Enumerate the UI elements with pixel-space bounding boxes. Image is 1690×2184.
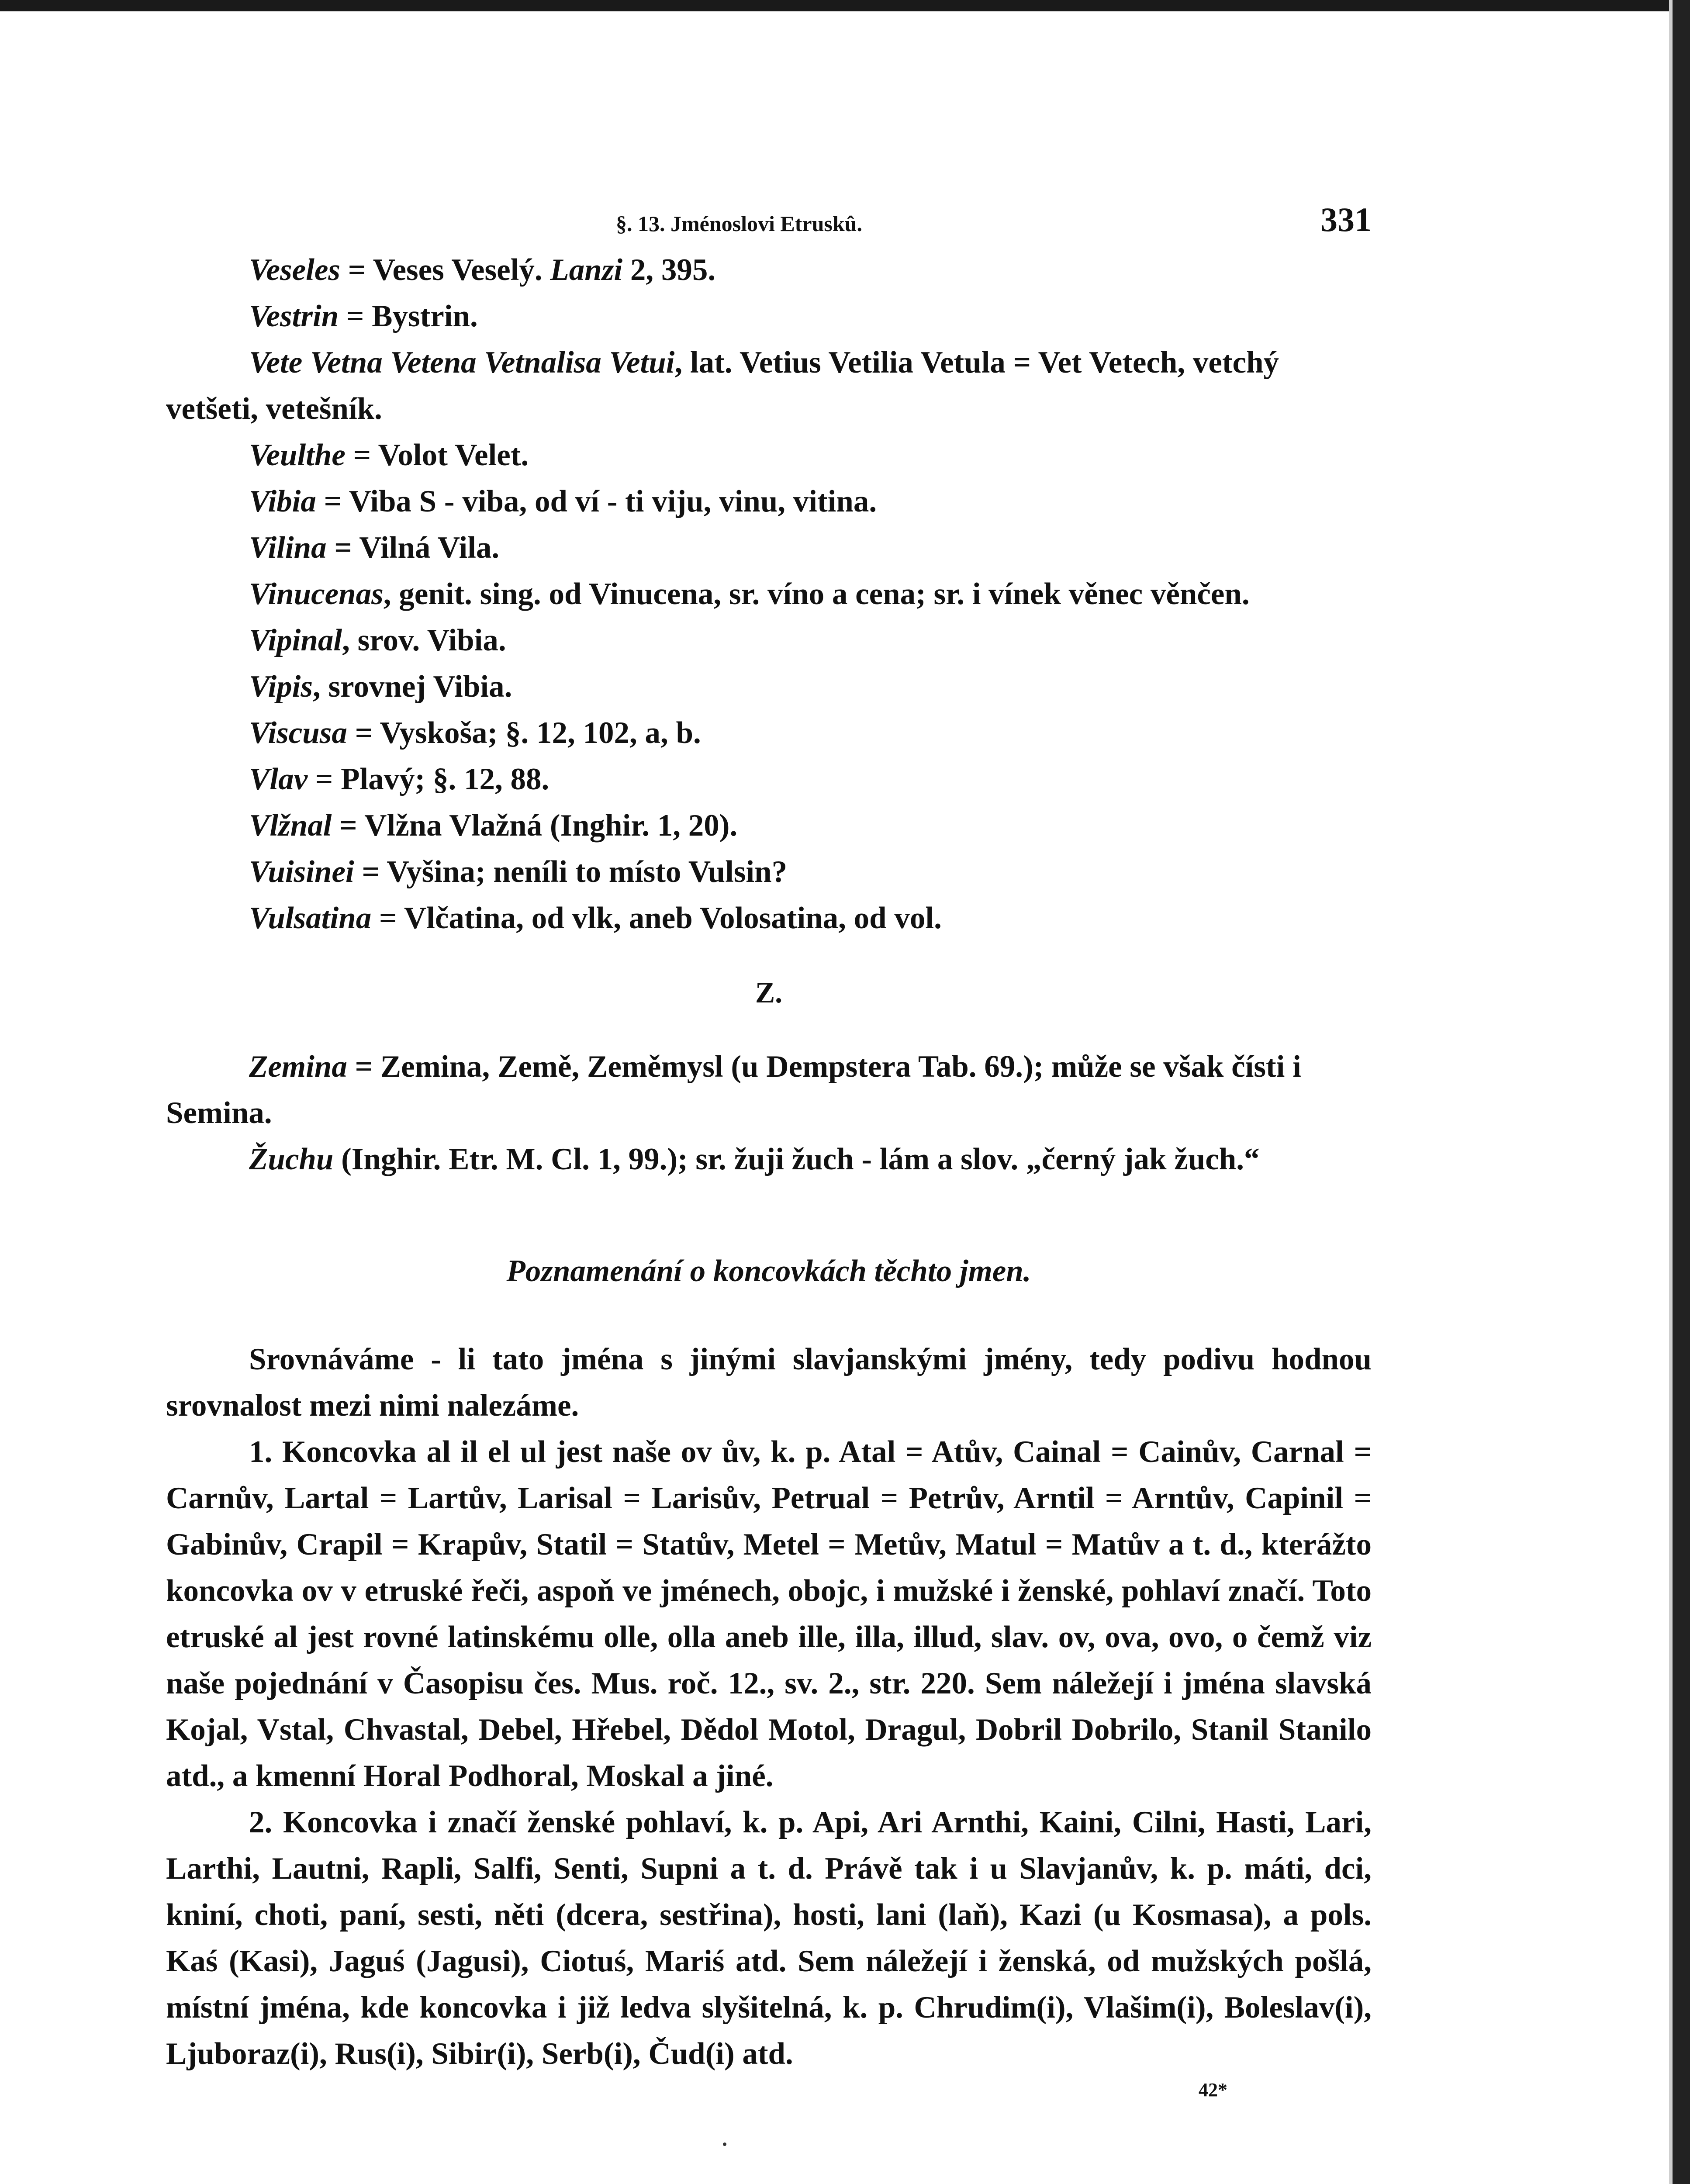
entry-term: Vete Vetna Vetena Vetnalisa Vetui: [249, 346, 675, 380]
paragraph-intro: Srovnáváme - li tato jména s jinými slavjanskými jmény, tedy podivu hodnou srovnalost mezi nimi nalezáme.: [166, 1342, 1372, 1423]
entry-vilina: [166, 525, 1372, 571]
entry-text: = Bystrin.: [339, 299, 478, 333]
entry-term-2: Lanzi: [550, 253, 623, 287]
entry-text: (Inghir. Etr. M. Cl. 1, 99.); sr. žuji žuch - lám a slov. „černý jak žuch.“: [333, 1142, 1260, 1176]
scan-edge-top: [0, 0, 1690, 11]
entry-term: Vipis: [249, 670, 313, 704]
entry-term: Vibia: [249, 484, 316, 518]
entry-veseles: [166, 247, 1372, 293]
entry-term: Vulsatina: [249, 901, 372, 935]
entry-text: = Vilná Vila.: [326, 531, 500, 565]
entry-term: Vlav: [249, 762, 308, 796]
page-number: 331: [1320, 200, 1372, 238]
scan-edge-shadow: [1669, 0, 1673, 2184]
paragraph-2: 2. Koncovka i značí ženské pohlaví, k. p. Api, Ari Arnthi, Kaini, Cilni, Hasti, Lari, Larthi, Lautni, Rapli, Salfi, Senti, Supni a t. d. Právě tak i u Slavjanův, k. p. máti, dci, kniní, choti, paní, sesti, něti (dcera, sestřina), hosti, lani (laň), Kazi (u Kosmasa), a pols. Kaś (Kasi), Jaguś (Jagusi), Ciotuś, Mariś atd. Sem náležejí i ženská, od mužských pošlá, místní jména, kde koncovka i již ledva slyšitelná, k. p. Chrudim(i), Vlašim(i), Boleslav(i), Ljuboraz(i), Rus(i), Sibir(i), Serb(i), Čud(i) atd.: [166, 1805, 1372, 2071]
entry-text: , srovnej Vibia.: [313, 670, 512, 704]
entry-zemina: [166, 1044, 1372, 1136]
entry-veulthe: [166, 432, 1372, 478]
entry-text: = Vyšina; neníli to místo Vulsin?: [354, 855, 788, 889]
entry-text: = Viba S - viba, od ví - ti viju, vinu, vitina.: [316, 484, 877, 518]
paragraph-1: 1. Koncovka al il el ul jest naše ov ův, k. p. Atal = Atův, Cainal = Cainův, Carnal = Carnův, Lartal = Lartův, Larisal = Larisův, Petrual = Petrův, Arntil = Arntův, Capinil = Gabinův, Crapil = Krapův, Statil = Statův, Metel = Metův, Matul = Matův a t. d., kterážto koncovka ov v etruské řeči, aspoň ve jménech, obojc, i mužské i ženské, pohlaví značí. Toto etruské al jest rovné latinskému olle, olla aneb ille, illa, illud, slav. ov, ova, ovo, o čemž viz naše pojednání v Časopisu čes. Mus. roč. 12., sv. 2., str. 220. Sem náležejí i jména slavská Kojal, Vstal, Chvastal, Debel, Hřebel, Dědol Motol, Dragul, Dobril Dobrilo, Stanil Stanilo atd., a kmenní Horal Podhoral, Moskal a jiné.: [166, 1435, 1372, 1793]
entry-text: = Zemina, Země, Zeměmysl (u Dempstera Tab. 69.); může se však čísti i Semina.: [166, 1050, 1301, 1130]
header-title: §. 13. Jménoslovi Etruskû.: [616, 211, 862, 236]
entry-text: = Vlčatina, od vlk, aneb Volosatina, od vol.: [371, 901, 942, 935]
entry-term: Vinucenas: [249, 577, 384, 611]
entry-term: Vipinal: [249, 623, 342, 657]
signature-mark: 42*: [1199, 2079, 1227, 2101]
page-text: [166, 197, 1372, 2103]
entry-term: Veulthe: [249, 438, 346, 472]
entry-term: Vlžnal: [249, 809, 332, 843]
entry-vipis: [166, 663, 1372, 710]
entry-text: , lat. Vetius Vetilia Vetula = Vet Vetech, vetchý vetšeti, vetešník.: [166, 346, 1279, 426]
entry-term: Vestrin: [249, 299, 339, 333]
entry-vulsatina: [166, 895, 1372, 941]
entry-vipinal: [166, 617, 1372, 663]
entry-vuisinei: [166, 849, 1372, 895]
entry-term: Žuchu: [249, 1142, 334, 1176]
entry-vinucenas: [166, 571, 1372, 617]
entry-term: Vilina: [249, 531, 327, 565]
entry-text: = Vlžna Vlažná (Inghir. 1, 20).: [332, 809, 738, 843]
entry-vibia: [166, 478, 1372, 525]
letter-heading: Z.: [755, 976, 783, 1009]
entry-vestrin: [166, 293, 1372, 339]
entry-term: Zemina: [249, 1050, 347, 1084]
running-header: [166, 197, 1372, 247]
entry-term: Vuisinei: [249, 855, 354, 889]
entry-text: , srov. Vibia.: [342, 623, 506, 657]
entry-vlznal: [166, 802, 1372, 849]
entry-vete: [166, 339, 1372, 432]
entry-text: = Veses Veselý.: [340, 253, 550, 287]
entry-text: = Vyskoša; §. 12, 102, a, b.: [347, 716, 701, 750]
entry-vlav: [166, 756, 1372, 802]
scan-edge-right: [1673, 0, 1690, 2184]
entry-zuchu: [166, 1136, 1372, 1182]
entry-text: = Volot Velet.: [345, 438, 529, 472]
section-title: Poznamenání o koncovkách těchto jmen.: [506, 1254, 1031, 1288]
entry-term: Viscusa: [249, 716, 347, 750]
entry-text: , genit. sing. od Vinucena, sr. víno a cena; sr. i vínek věnec věnčen.: [383, 577, 1250, 611]
entry-text: = Plavý; §. 12, 88.: [308, 762, 550, 796]
scan-speck: [723, 2143, 726, 2146]
entry-term: Veseles: [249, 253, 341, 287]
entry-text-2: 2, 395.: [622, 253, 716, 287]
entry-viscusa: [166, 710, 1372, 756]
